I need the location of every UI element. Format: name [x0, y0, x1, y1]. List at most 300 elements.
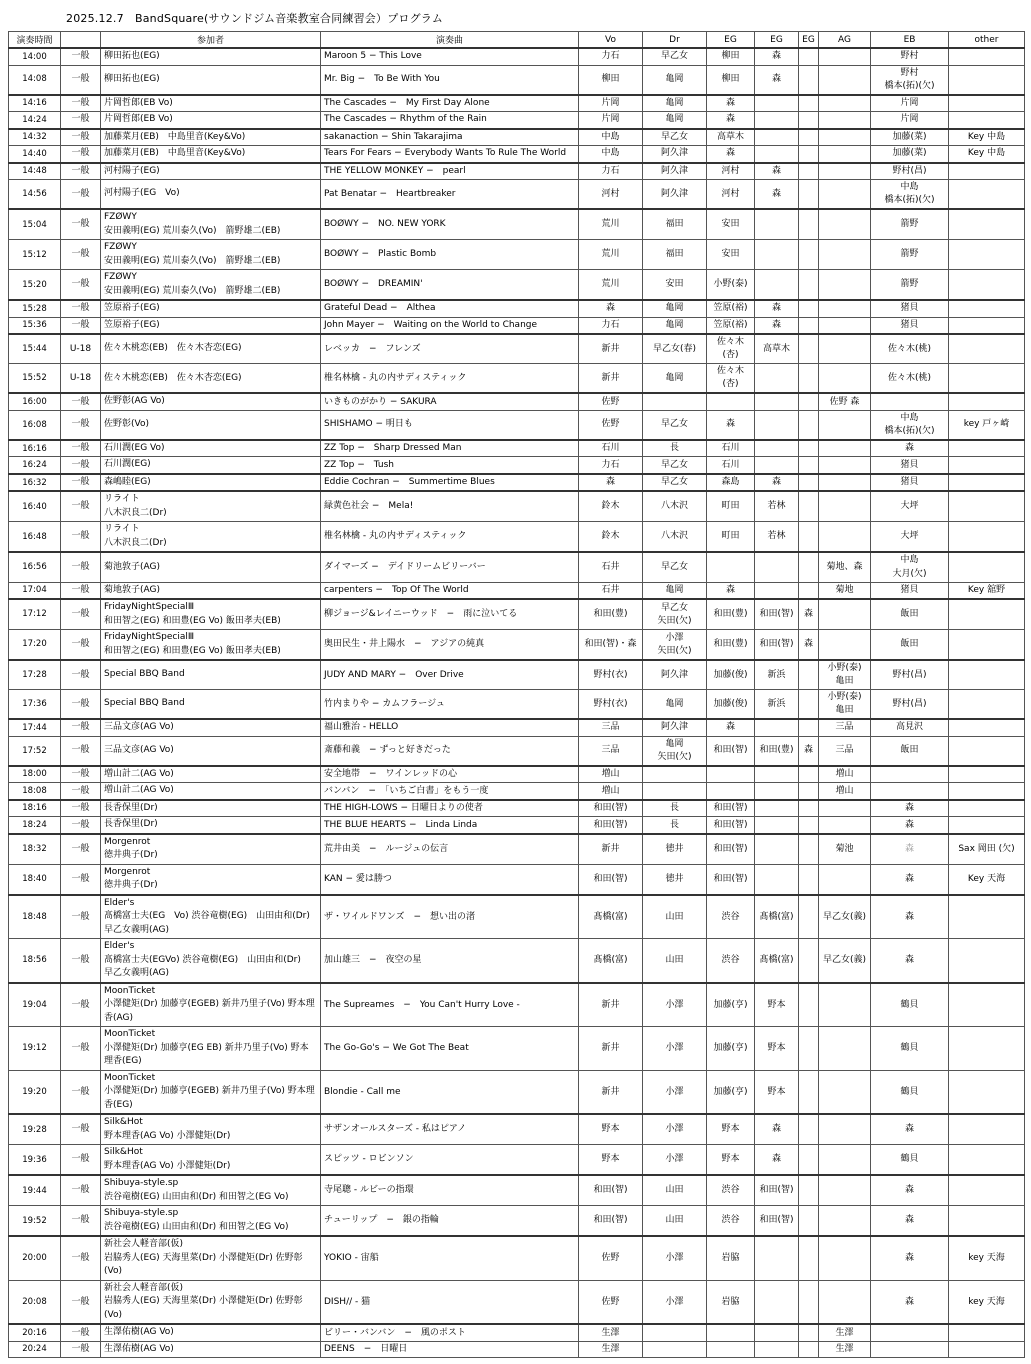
table-row [9, 410, 1025, 440]
cell-eg3 [799, 364, 819, 394]
cell-eb: 箭野 [871, 270, 949, 301]
cell-category: 一般 [61, 163, 101, 180]
cell-eg3 [799, 95, 819, 112]
cell-vo: 河村 [579, 180, 643, 210]
cell-other [949, 522, 1025, 553]
cell-eg3 [799, 690, 819, 720]
cell-eg3 [799, 129, 819, 146]
table-row [9, 1206, 1025, 1237]
cell-other [949, 599, 1025, 630]
cell-eg1: 石川 [707, 457, 755, 474]
cell-dr [643, 1324, 707, 1341]
column-header-dr: Dr [643, 32, 707, 49]
cell-other [949, 660, 1025, 690]
table-row [9, 270, 1025, 301]
cell-dr: 早乙女 [643, 129, 707, 146]
cell-eb: 野村 橋本(拓)(欠) [871, 65, 949, 95]
column-header-song: 演奏曲 [321, 32, 579, 49]
cell-eg1: 森 [707, 112, 755, 129]
cell-category: 一般 [61, 630, 101, 661]
cell-eg2 [755, 112, 799, 129]
cell-vo: 和田(智) [579, 800, 643, 817]
cell-song: レベッカ − フレンズ [321, 334, 579, 364]
cell-time: 18:08 [9, 783, 61, 800]
cell-eg2: 若林 [755, 491, 799, 522]
column-header-ag: AG [819, 32, 871, 49]
cell-time: 16:32 [9, 474, 61, 492]
cell-ag: 三品 [819, 736, 871, 766]
cell-participants: 増山計二(AG Vo) [101, 783, 321, 800]
cell-other [949, 240, 1025, 270]
cell-eb: 箭野 [871, 240, 949, 270]
table-row [9, 1324, 1025, 1341]
cell-dr: 小澤 [643, 1236, 707, 1280]
cell-time: 18:56 [9, 939, 61, 983]
cell-eg3 [799, 1341, 819, 1358]
cell-eb: 森 [871, 895, 949, 939]
cell-ag: 早乙女(義) [819, 895, 871, 939]
cell-song: 奥田民生・井上陽水 − アジアの純真 [321, 630, 579, 661]
cell-vo: 佐野 [579, 393, 643, 410]
cell-other: Key 天海 [949, 864, 1025, 895]
cell-category: 一般 [61, 1027, 101, 1071]
cell-eb: 森 [871, 1236, 949, 1280]
cell-dr: 小澤 [643, 1070, 707, 1114]
cell-dr: 亀岡 [643, 112, 707, 129]
cell-dr: 阿久津 [643, 719, 707, 736]
cell-eg1: 岩脇 [707, 1236, 755, 1280]
cell-vo: 和田(智) [579, 1206, 643, 1237]
cell-category: 一般 [61, 180, 101, 210]
cell-participants: 生澤佑樹(AG Vo) [101, 1324, 321, 1341]
cell-vo: 新井 [579, 834, 643, 865]
cell-eg2: 森 [755, 1114, 799, 1145]
cell-ag [819, 522, 871, 553]
cell-dr: 阿久津 [643, 180, 707, 210]
cell-vo: 鈴木 [579, 522, 643, 553]
cell-eg3 [799, 1027, 819, 1071]
cell-time: 16:24 [9, 457, 61, 474]
cell-song: Mr. Big − To Be With You [321, 65, 579, 95]
cell-time: 19:52 [9, 1206, 61, 1237]
cell-dr: 山田 [643, 1206, 707, 1237]
cell-vo: 和田(智)・森 [579, 630, 643, 661]
cell-other [949, 983, 1025, 1027]
cell-vo: 新井 [579, 1027, 643, 1071]
cell-vo: 荒川 [579, 209, 643, 240]
cell-other [949, 736, 1025, 766]
cell-ag: 増山 [819, 766, 871, 783]
cell-time: 15:04 [9, 209, 61, 240]
table-row [9, 1070, 1025, 1114]
cell-time: 14:40 [9, 146, 61, 163]
column-header-vo: Vo [579, 32, 643, 49]
cell-dr: 徳井 [643, 834, 707, 865]
cell-vo: 新井 [579, 983, 643, 1027]
table-row [9, 736, 1025, 766]
cell-participants: 長香保里(Dr) [101, 800, 321, 817]
cell-ag: 生澤 [819, 1341, 871, 1358]
cell-eb: 鶴貝 [871, 983, 949, 1027]
cell-time: 16:48 [9, 522, 61, 553]
cell-song: ダイマーズ − デイドリームビリーバー [321, 552, 579, 582]
table-row [9, 317, 1025, 334]
cell-other [949, 440, 1025, 457]
cell-participants: 佐野彰(AG Vo) [101, 393, 321, 410]
cell-eg3 [799, 1175, 819, 1206]
cell-ag [819, 630, 871, 661]
cell-eg2: 和田(智) [755, 599, 799, 630]
cell-participants: Special BBQ Band [101, 660, 321, 690]
cell-vo: 和田(豊) [579, 599, 643, 630]
cell-participants: 片岡哲郎(EB Vo) [101, 112, 321, 129]
cell-dr: 亀岡 [643, 65, 707, 95]
table-row [9, 983, 1025, 1027]
cell-vo: 増山 [579, 766, 643, 783]
cell-eg3 [799, 48, 819, 65]
cell-ag [819, 864, 871, 895]
cell-other [949, 48, 1025, 65]
cell-dr: 亀岡 [643, 690, 707, 720]
cell-time: 14:48 [9, 163, 61, 180]
cell-eb: 森 [871, 1280, 949, 1324]
table-row [9, 817, 1025, 834]
table-row [9, 129, 1025, 146]
cell-vo: 中島 [579, 129, 643, 146]
cell-eb: 猪貝 [871, 317, 949, 334]
cell-participants: 新社会人軽音部(仮) 岩脇秀人(EG) 天海里菜(Dr) 小澤健矩(Dr) 佐野彰(Vo) [101, 1280, 321, 1324]
cell-dr: 阿久津 [643, 660, 707, 690]
cell-eg2: 新浜 [755, 690, 799, 720]
cell-eb: 箭野 [871, 209, 949, 240]
cell-song: KAN − 愛は勝つ [321, 864, 579, 895]
cell-eb: 猪貝 [871, 300, 949, 317]
cell-dr: 亀岡 [643, 317, 707, 334]
cell-ag [819, 1206, 871, 1237]
cell-eg3 [799, 65, 819, 95]
cell-eg1: 森 [707, 146, 755, 163]
cell-category: 一般 [61, 474, 101, 492]
cell-song: The Supreames − You Can't Hurry Love - [321, 983, 579, 1027]
cell-other: key 天海 [949, 1280, 1025, 1324]
cell-eb [871, 1324, 949, 1341]
cell-eg2: 野本 [755, 1070, 799, 1114]
cell-participants: Morgenrot 徳井典子(Dr) [101, 864, 321, 895]
cell-eg2 [755, 800, 799, 817]
cell-eg1: 安田 [707, 240, 755, 270]
cell-participants: FZØWY 安田義明(EG) 荒川泰久(Vo) 箭野雄二(EB) [101, 270, 321, 301]
cell-eg1: 森 [707, 719, 755, 736]
cell-other [949, 364, 1025, 394]
cell-eg1: 和田(智) [707, 834, 755, 865]
cell-vo: 片岡 [579, 112, 643, 129]
cell-eg3 [799, 864, 819, 895]
cell-eg2 [755, 783, 799, 800]
cell-eg1 [707, 783, 755, 800]
cell-song: Tears For Fears − Everybody Wants To Rule The World [321, 146, 579, 163]
cell-other [949, 690, 1025, 720]
cell-dr: 亀岡 矢田(欠) [643, 736, 707, 766]
cell-category: 一般 [61, 240, 101, 270]
cell-eg3 [799, 457, 819, 474]
table-row [9, 457, 1025, 474]
cell-eg1 [707, 393, 755, 410]
cell-eg3 [799, 1145, 819, 1176]
cell-eg2: 森 [755, 1145, 799, 1176]
cell-vo: 森 [579, 300, 643, 317]
cell-dr: 長 [643, 817, 707, 834]
cell-category: 一般 [61, 317, 101, 334]
cell-ag [819, 599, 871, 630]
cell-participants: FridayNightSpecialⅢ 和田智之(EG) 和田豊(EG Vo) 飯田孝夫(EB) [101, 599, 321, 630]
cell-eg3 [799, 582, 819, 599]
cell-eg3 [799, 270, 819, 301]
table-row [9, 1114, 1025, 1145]
page-title: 2025.12.7 BandSquare(サウンドジム音楽教室合同練習会）プログラム [66, 12, 444, 25]
table-row [9, 163, 1025, 180]
cell-participants: Morgenrot 徳井典子(Dr) [101, 834, 321, 865]
cell-time: 19:04 [9, 983, 61, 1027]
table-row [9, 522, 1025, 553]
cell-eg2: 森 [755, 474, 799, 492]
cell-song: THE HIGH-LOWS − 日曜日よりの使者 [321, 800, 579, 817]
cell-time: 14:24 [9, 112, 61, 129]
cell-eg1: 河村 [707, 163, 755, 180]
cell-participants: 生澤佑樹(AG Vo) [101, 1341, 321, 1358]
cell-time: 19:12 [9, 1027, 61, 1071]
cell-other: Key 中島 [949, 146, 1025, 163]
cell-time: 15:20 [9, 270, 61, 301]
cell-eg1: 和田(智) [707, 817, 755, 834]
cell-eg2 [755, 1324, 799, 1341]
cell-participants: 菊池敦子(AG) [101, 552, 321, 582]
cell-eb: 飯田 [871, 599, 949, 630]
cell-other [949, 270, 1025, 301]
cell-category: 一般 [61, 491, 101, 522]
column-header-eb: EB [871, 32, 949, 49]
cell-dr: 早乙女 [643, 474, 707, 492]
cell-time: 14:32 [9, 129, 61, 146]
cell-eb: 加藤(菜) [871, 146, 949, 163]
cell-dr [643, 783, 707, 800]
cell-category: 一般 [61, 1324, 101, 1341]
cell-eg2 [755, 440, 799, 457]
cell-dr: 亀岡 [643, 582, 707, 599]
cell-other: Key 中島 [949, 129, 1025, 146]
cell-participants: Elder's 髙橋富士夫(EG Vo) 渋谷竜樹(EG) 山田由和(Dr) 早乙女義明(AG) [101, 895, 321, 939]
cell-eg3: 森 [799, 736, 819, 766]
cell-song: THE YELLOW MONKEY − pearl [321, 163, 579, 180]
cell-eg1: 野本 [707, 1114, 755, 1145]
cell-eg2: 和田(智) [755, 1206, 799, 1237]
cell-eg1: 加藤(俊) [707, 660, 755, 690]
cell-other [949, 766, 1025, 783]
cell-eb: 片岡 [871, 112, 949, 129]
cell-time: 18:48 [9, 895, 61, 939]
cell-other [949, 1114, 1025, 1145]
cell-category: 一般 [61, 1175, 101, 1206]
cell-ag: 佐野 森 [819, 393, 871, 410]
cell-other [949, 491, 1025, 522]
cell-ag [819, 983, 871, 1027]
cell-other [949, 474, 1025, 492]
cell-vo: 髙橋(富) [579, 939, 643, 983]
cell-ag: 三品 [819, 719, 871, 736]
cell-song: Maroon 5 − This Love [321, 48, 579, 65]
cell-eg1: 森 [707, 410, 755, 440]
cell-eg2: 森 [755, 180, 799, 210]
cell-eg3 [799, 491, 819, 522]
column-header-other: other [949, 32, 1025, 49]
cell-song: DEENS − 日曜日 [321, 1341, 579, 1358]
cell-vo: 佐野 [579, 1236, 643, 1280]
cell-eg3 [799, 719, 819, 736]
column-header-eg3: EG [799, 32, 819, 49]
cell-vo: 森 [579, 474, 643, 492]
cell-category: 一般 [61, 719, 101, 736]
cell-participants: FridayNightSpecialⅢ 和田智之(EG) 和田豊(EG Vo) 飯田孝夫(EB) [101, 630, 321, 661]
cell-eg3 [799, 522, 819, 553]
cell-eb: 大坪 [871, 491, 949, 522]
cell-eg2 [755, 864, 799, 895]
cell-participants: 三品文彦(AG Vo) [101, 736, 321, 766]
cell-ag [819, 334, 871, 364]
cell-eb: 飯田 [871, 630, 949, 661]
cell-eg1: 加藤(亨) [707, 1070, 755, 1114]
cell-song: 安全地帯 − ワインレッドの心 [321, 766, 579, 783]
cell-participants: 佐々木桃恋(EB) 佐々木杏恋(EG) [101, 364, 321, 394]
cell-participants: リライト 八木沢良二(Dr) [101, 522, 321, 553]
cell-eg1: 柳田 [707, 65, 755, 95]
cell-eb: 鶴貝 [871, 1070, 949, 1114]
cell-category: U-18 [61, 334, 101, 364]
cell-vo: 石川 [579, 440, 643, 457]
cell-eg2: 髙橋(富) [755, 895, 799, 939]
cell-time: 18:16 [9, 800, 61, 817]
cell-dr: 八木沢 [643, 522, 707, 553]
cell-eg1: 和田(豊) [707, 599, 755, 630]
cell-song: 福山雅治 - HELLO [321, 719, 579, 736]
cell-other [949, 1070, 1025, 1114]
column-header-eg1: EG [707, 32, 755, 49]
cell-eb: 猪貝 [871, 457, 949, 474]
cell-time: 20:08 [9, 1280, 61, 1324]
cell-participants: FZØWY 安田義明(EG) 荒川泰久(Vo) 箭野雄二(EB) [101, 240, 321, 270]
cell-eg1 [707, 552, 755, 582]
cell-category: 一般 [61, 457, 101, 474]
cell-category: 一般 [61, 582, 101, 599]
cell-song: チューリップ − 銀の指輪 [321, 1206, 579, 1237]
cell-dr [643, 1341, 707, 1358]
cell-eb: 森 [871, 834, 949, 865]
cell-other [949, 457, 1025, 474]
cell-song: サザンオールスターズ - 私はピアノ [321, 1114, 579, 1145]
cell-eb: 中島 橋本(拓)(欠) [871, 180, 949, 210]
cell-eg3 [799, 300, 819, 317]
cell-dr: 小澤 [643, 983, 707, 1027]
cell-song: バンバン − 「いちご白書」をもう一度 [321, 783, 579, 800]
cell-vo: 野本 [579, 1114, 643, 1145]
cell-time: 15:28 [9, 300, 61, 317]
cell-eg2: 森 [755, 48, 799, 65]
cell-eb: 森 [871, 864, 949, 895]
table-row [9, 1027, 1025, 1071]
cell-vo: 髙橋(富) [579, 895, 643, 939]
cell-category: 一般 [61, 129, 101, 146]
cell-participants: 森嶋睦(EG) [101, 474, 321, 492]
cell-category: 一般 [61, 983, 101, 1027]
cell-other [949, 783, 1025, 800]
cell-song: Pat Benatar − Heartbreaker [321, 180, 579, 210]
cell-eb [871, 766, 949, 783]
cell-eg2 [755, 817, 799, 834]
cell-time: 17:44 [9, 719, 61, 736]
table-row [9, 209, 1025, 240]
cell-ag [819, 65, 871, 95]
cell-participants: Special BBQ Band [101, 690, 321, 720]
cell-other [949, 180, 1025, 210]
cell-ag [819, 457, 871, 474]
cell-time: 20:16 [9, 1324, 61, 1341]
cell-ag [819, 129, 871, 146]
cell-ag [819, 440, 871, 457]
cell-dr: 福田 [643, 240, 707, 270]
cell-category: 一般 [61, 766, 101, 783]
cell-time: 18:24 [9, 817, 61, 834]
table-header [9, 32, 1025, 49]
header-row [9, 32, 1025, 49]
cell-ag [819, 48, 871, 65]
cell-participants: Elder's 髙橋富士夫(EGVo) 渋谷竜樹(EG) 山田由和(Dr) 早乙女義明(AG) [101, 939, 321, 983]
cell-eg3 [799, 983, 819, 1027]
cell-category: 一般 [61, 817, 101, 834]
cell-dr: 小澤 [643, 1114, 707, 1145]
table-row [9, 690, 1025, 720]
cell-time: 18:32 [9, 834, 61, 865]
cell-dr: 福田 [643, 209, 707, 240]
cell-eg2 [755, 1341, 799, 1358]
cell-song: 寺尾聰 - ルビーの指環 [321, 1175, 579, 1206]
cell-vo: 野本 [579, 1145, 643, 1176]
cell-participants: 石川潤(EG) [101, 457, 321, 474]
cell-category: 一般 [61, 440, 101, 457]
cell-dr: 八木沢 [643, 491, 707, 522]
cell-song: BOØWY − Plastic Bomb [321, 240, 579, 270]
cell-eg2 [755, 364, 799, 394]
cell-eb: 高見沢 [871, 719, 949, 736]
cell-time: 16:08 [9, 410, 61, 440]
cell-other [949, 209, 1025, 240]
cell-time: 17:12 [9, 599, 61, 630]
cell-vo: 佐野 [579, 410, 643, 440]
cell-other [949, 1206, 1025, 1237]
cell-ag: 菊地 [819, 582, 871, 599]
cell-time: 16:56 [9, 552, 61, 582]
cell-vo: 柳田 [579, 65, 643, 95]
cell-eg2: 新浜 [755, 660, 799, 690]
cell-ag [819, 1145, 871, 1176]
cell-participants: 三品文彦(AG Vo) [101, 719, 321, 736]
cell-song: 椎名林檎 - 丸の内サディスティック [321, 364, 579, 394]
cell-time: 19:20 [9, 1070, 61, 1114]
cell-participants: 加藤菜月(EB) 中島里音(Key&Vo) [101, 129, 321, 146]
cell-participants: Silk&Hot 野本理香(AG Vo) 小澤健矩(Dr) [101, 1145, 321, 1176]
cell-vo: 荒川 [579, 240, 643, 270]
cell-song: SHISHAMO − 明日も [321, 410, 579, 440]
column-header-category [61, 32, 101, 49]
table-row [9, 864, 1025, 895]
cell-eg2 [755, 393, 799, 410]
